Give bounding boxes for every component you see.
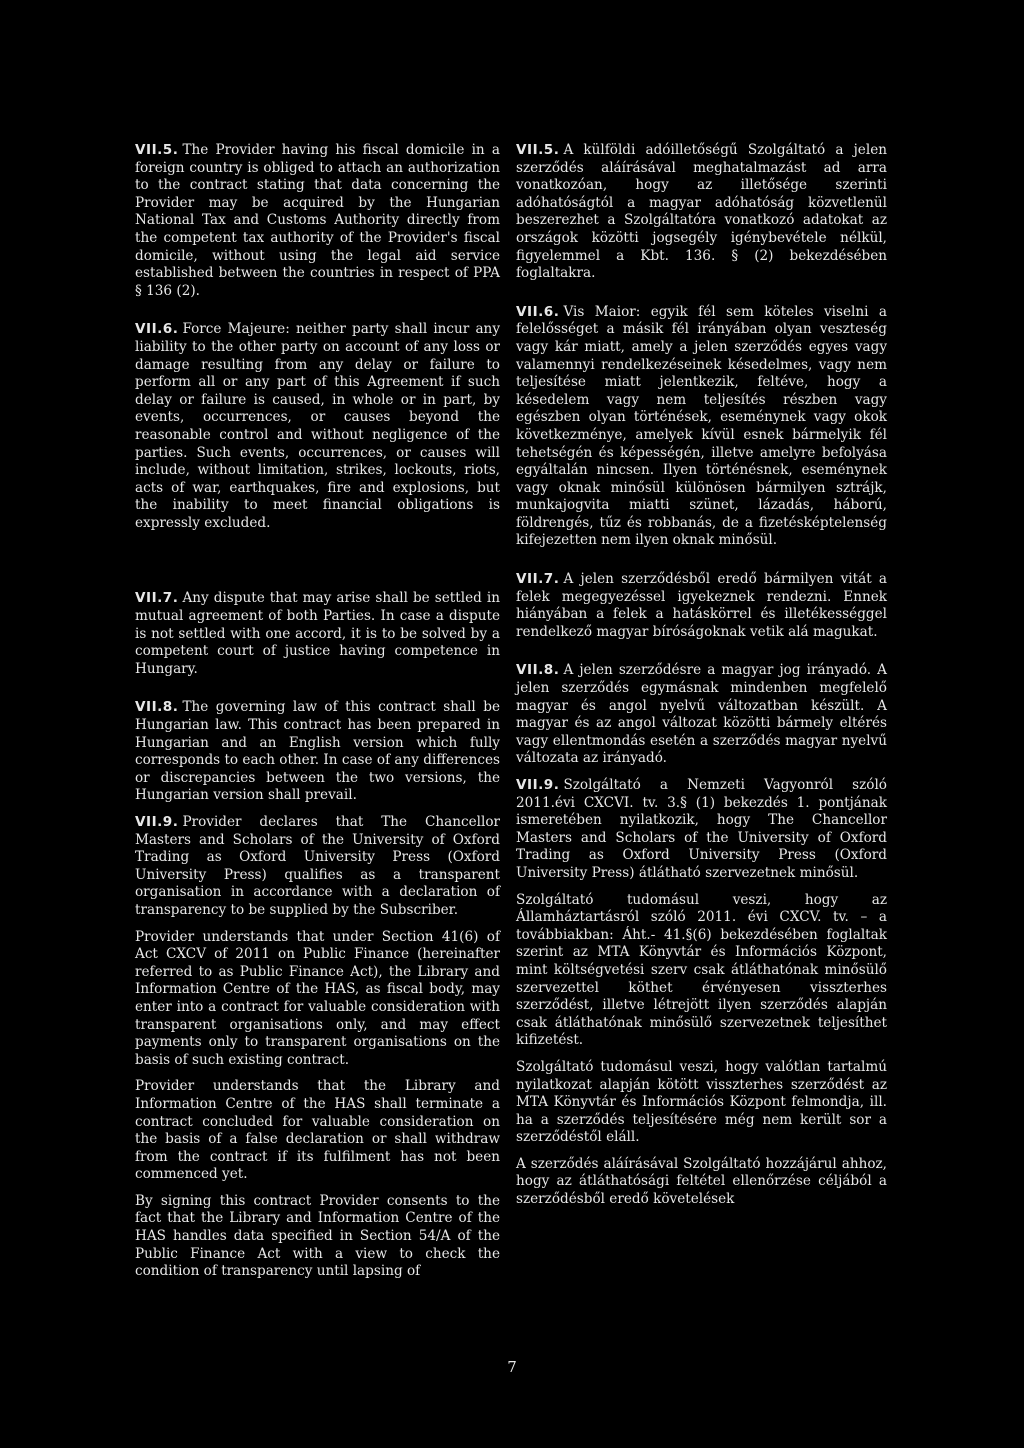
- clause-number: VII.8.: [516, 662, 560, 679]
- clause-text: Any dispute that may arise shall be settled in mutual agreement of both Parties. In case a dispute is not settled with one accord, it is to be solved by a competent court of justice having competence in Hungary.: [135, 590, 500, 677]
- clause-text: A külföldi adóilletőségű Szolgáltató a jelen szerződés aláírásával meghatalmazást ad arra vonatkozóan, hogy az illetősége szerinti adóhatóságtól a magyar adóhatóság közvetlenül beszerezhet a Szolgáltatóra vonatkozó adatokat az országok közötti jogsegély igénybevétele nélkül, figyelemmel a Kbt. 136. § (2) bekezdésében foglaltakra.: [516, 142, 887, 282]
- paragraph-consent-en: By signing this contract Provider consents to the fact that the Library and Information Centre of the HAS handles data specified in Section 54/A of the Public Finance Act with a view to check the condition of transparency until lapsing of: [135, 1192, 500, 1280]
- clause-number: VII.6.: [516, 303, 560, 320]
- page-number: 7: [507, 1358, 517, 1376]
- clause-text: Provider declares that The Chancellor Masters and Scholars of the University of Oxford Trading as Oxford University Press (Oxford University Press) qualifies as a transparent organisation in accordance with a declaration of transparency to be supplied by the Subscriber.: [135, 814, 500, 918]
- paragraph-termination-en: Provider understands that the Library and Information Centre of the HAS shall terminate a contract concluded for valuable consideration on the basis of a false declaration or shall withdraw from the contract if its fulfilment has not been commenced yet.: [135, 1078, 500, 1183]
- clause-text: A jelen szerződésre a magyar jog irányadó. A jelen szerződés egymásnak mindenben megfelelő magyar és angol nyelvű változatban készült. A magyar és az angol változat közötti bármely eltérés vagy ellentmondás esetén a szerződés magyar nyelvű változata az irányadó.: [516, 662, 887, 767]
- clause-vii6-en: [135, 321, 500, 532]
- clause-text: The Provider having his fiscal domicile in a foreign country is obliged to attach an authorization to the contract stating that data concerning the Provider may be acquired by the Hungarian National Tax and Customs Authority directly from the competent tax authority of the Provider's fiscal domicile, without using the legal aid service established between the countries in respect of PPA § 136 (2).: [135, 142, 500, 299]
- clause-number: VII.7.: [135, 590, 179, 607]
- clause-vii7-en: [135, 590, 500, 678]
- hungarian-column: [516, 142, 887, 1209]
- english-column: [135, 142, 500, 1281]
- clause-number: VII.9.: [516, 777, 560, 793]
- clause-number: VII.5.: [135, 142, 179, 158]
- paragraph-consent-hu: A szerződés aláírásával Szolgáltató hozzájárul ahhoz, hogy az átláthatósági feltétel ellenőrzése céljából a szerződésből eredő követelések: [516, 1155, 887, 1208]
- paragraph-transparency-hu: Szolgáltató tudomásul veszi, hogy az Államháztartásról szóló 2011. évi CXCV. tv. – a továbbiakban: Áht.- 41.§(6) bekezdésében foglaltak szerint az MTA Könyvtár és Információs Központ, mint költségvetési szerv csak átláthatónak minősülő szervezettel köthet érvényesen visszterhes szerződést, illetve létrejött ilyen szerződés alapján csak átláthatónak minősülő szervezetnek teljesíthet kifizetést.: [516, 891, 887, 1049]
- clause-number: VII.8.: [135, 699, 179, 716]
- paragraph-transparency-en: Provider understands that under Section 41(6) of Act CXCV of 2011 on Public Finance (hereinafter referred to as Public Finance Act), the Library and Information Centre of the HAS, as fiscal body, may enter into a contract for valuable consideration with transparent organisations only, and may effect payments only to transparent organisations on the basis of such existing contract.: [135, 928, 500, 1068]
- paragraph-termination-hu: Szolgáltató tudomásul veszi, hogy valótlan tartalmú nyilatkozat alapján kötött visszterhes szerződést az MTA Könyvtár és Információs Központ felmondja, ill. ha a szerződés teljesítésére még nem került sor a szerződéstől eláll.: [516, 1058, 887, 1146]
- clause-vii5-en: [135, 142, 500, 300]
- clause-vii9-en: [135, 814, 500, 920]
- clause-text: The governing law of this contract shall be Hungarian law. This contract has been prepared in Hungarian and an English version which fully corresponds to each other. In case of any differences or discrepancies between the two versions, the Hungarian version shall prevail.: [135, 699, 500, 804]
- clause-number: VII.7.: [516, 571, 560, 588]
- clause-number: VII.6.: [135, 321, 179, 338]
- clause-vii6-hu: [516, 304, 887, 550]
- clause-text: Vis Maior: egyik fél sem köteles viselni a felelősséget a másik fél irányában olyan veszteség vagy kár miatt, amely a jelen szerződés egyes vagy valamennyi rendelkezéseinek késedelmes, vagy nem teljesítése miatt jelentkezik, feltéve, hogy a késedelem vagy nem teljesítés részben vagy egészben olyan történések, eseménynek vagy okok következménye, amelyek kívül esnek bármelyik fél tehetségén és képességén, illetve amelyre befolyása egyáltalán nincsen. Ilyen történésnek, eseménynek vagy oknak minősül különösen bármilyen sztrájk, munkajogvita miatti szünet, lázadás, háború, földrengés, tűz és robbanás, de a fizetésképtelenség kifejezetten nem ilyen oknak minősül.: [516, 303, 887, 549]
- clause-text: A jelen szerződésből eredő bármilyen vitát a felek megegyezéssel igyekeznek rendezni. Ennek hiányában a felek a hatáskörrel és illetékességgel rendelkező magyar bíróságoknak vetik alá magukat.: [516, 571, 887, 640]
- clause-number: VII.9.: [135, 814, 179, 830]
- clause-vii9-hu: [516, 777, 887, 883]
- clause-text: Szolgáltató a Nemzeti Vagyonról szóló 2011.évi CXCVI. tv. 3.§ (1) bekezdés 1. pontjának ismeretében nyilatkozik, hogy The Chancellor Masters and Scholars of the University of Oxford Trading as Oxford University Press (Oxford University Press) átlátható szervezetnek minősül.: [516, 777, 887, 881]
- clause-text: Force Majeure: neither party shall incur any liability to the other party on account of any loss or damage resulting from any delay or failure to perform all or any part of this Agreement if such delay or failure is caused, in whole or in part, by events, occurrences, or causes beyond the reasonable control and without negligence of the parties. Such events, occurrences, or causes will include, without limitation, strikes, lockouts, riots, acts of war, earthquakes, fire and explosions, but the inability to meet financial obligations is expressly excluded.: [135, 321, 500, 531]
- clause-vii8-en: [135, 699, 500, 805]
- clause-vii5-hu: [516, 142, 887, 283]
- clause-number: VII.5.: [516, 142, 560, 158]
- clause-vii8-hu: [516, 662, 887, 768]
- clause-vii7-hu: [516, 571, 887, 641]
